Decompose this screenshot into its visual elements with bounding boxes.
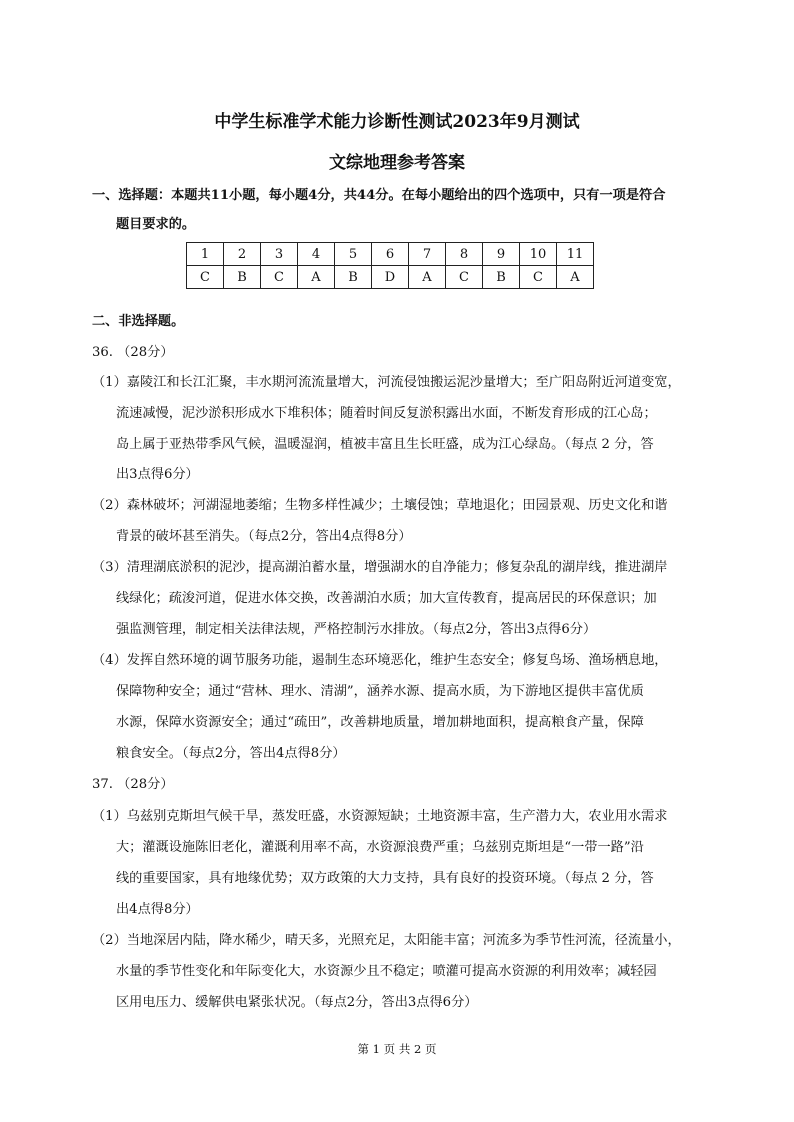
question-number-cell: 2	[224, 243, 261, 266]
answer-table-row-answers	[187, 266, 594, 289]
question-number-cell: 4	[298, 243, 335, 266]
q36-part-3-line-2: 线绿化；疏浚河道，促进水体交换，改善湖泊水质；加大宣传教育，提高居民的环保意识；加	[116, 591, 657, 606]
question-number-cell: 10	[520, 243, 557, 266]
answer-cell: D	[372, 266, 409, 289]
answer-cell: A	[409, 266, 446, 289]
q37-part-1-line-4: 出4点得8分）	[116, 902, 199, 917]
q37-part-1-line-3: 线的重要国家，具有地缘优势；双方政策的大力支持，具有良好的投资环境。（每点 2 分，答	[116, 871, 654, 886]
question-number-cell: 8	[446, 243, 483, 266]
page-title: 中学生标准学术能力诊断性测试2023年9月测试	[214, 112, 580, 132]
answer-cell: A	[298, 266, 335, 289]
answer-table	[186, 242, 594, 289]
answer-cell: B	[483, 266, 520, 289]
answer-cell: C	[187, 266, 224, 289]
q37-part-1-line-2: 大；灌溉设施陈旧老化，灌溉利用率不高，水资源浪费严重；乌兹别克斯坦是“一带一路”沿	[116, 840, 644, 855]
question-37-header: 37. （28分）	[92, 777, 174, 792]
q36-part-2-line-1: （2）森林破坏；河湖湿地萎缩；生物多样性减少；土壤侵蚀；草地退化；田园景观、历史文化和谐	[92, 498, 668, 513]
answer-cell: B	[224, 266, 261, 289]
question-number-cell: 5	[335, 243, 372, 266]
section-2-heading: 二、非选择题。	[92, 314, 185, 329]
answer-cell: C	[520, 266, 557, 289]
question-number-cell: 9	[483, 243, 520, 266]
q36-part-2-line-2: 背景的破坏甚至消失。（每点2分，答出4点得8分）	[116, 529, 412, 544]
question-number-cell: 6	[372, 243, 409, 266]
section-1-heading-line-2: 题目要求的。	[116, 217, 196, 232]
page-footer: 第 1 页 共 2 页	[357, 1042, 437, 1056]
section-1-heading-line-1: 一、选择题：本题共11小题，每小题4分，共44分。在每小题给出的四个选项中，只有一项是符合	[92, 188, 666, 203]
page-subtitle: 文综地理参考答案	[329, 153, 465, 173]
answer-cell: B	[335, 266, 372, 289]
q36-part-1-line-2: 流速减慢，泥沙淤积形成水下堆积体；随着时间反复淤积露出水面，不断发育形成的江心岛；	[116, 406, 657, 421]
q37-part-2-line-1: （2）当地深居内陆，降水稀少，晴天多，光照充足，太阳能丰富；河流多为季节性河流，径流量小，	[92, 933, 681, 948]
q36-part-3-line-3: 强监测管理，制定相关法律法规，严格控制污水排放。（每点2分，答出3点得6分）	[116, 622, 597, 637]
question-number-cell: 11	[557, 243, 594, 266]
q36-part-4-line-3: 水源，保障水资源安全；通过“疏田”，改善耕地质量，增加耕地面积，提高粮食产量，保障	[116, 715, 644, 730]
q36-part-4-line-2: 保障物种安全；通过“营林、理水、清湖”，涵养水源、提高水质，为下游地区提供丰富优质	[116, 684, 644, 699]
answer-cell: C	[446, 266, 483, 289]
question-number-cell: 7	[409, 243, 446, 266]
q37-part-2-line-3: 区用电压力、缓解供电紧张状况。（每点2分，答出3点得6分）	[116, 995, 478, 1010]
question-number-cell: 3	[261, 243, 298, 266]
q36-part-3-line-1: （3）清理湖底淤积的泥沙，提高湖泊蓄水量，增强湖水的自净能力；修复杂乱的湖岸线，推进湖岸	[92, 560, 668, 575]
q36-part-1-line-4: 出3点得6分）	[116, 467, 199, 482]
answer-cell: A	[557, 266, 594, 289]
q36-part-1-line-1: （1）嘉陵江和长江汇聚，丰水期河流流量增大，河流侵蚀搬运泥沙量增大；至广阳岛附近河道变宽，	[92, 375, 681, 390]
q37-part-2-line-2: 水量的季节性变化和年际变化大，水资源少且不稳定；喷灌可提高水资源的利用效率；减轻园	[116, 964, 657, 979]
answer-cell: C	[261, 266, 298, 289]
q37-part-1-line-1: （1）乌兹别克斯坦气候干旱，蒸发旺盛，水资源短缺；土地资源丰富，生产潜力大，农业用水需求	[92, 809, 668, 824]
question-36-header: 36. （28分）	[92, 345, 174, 360]
answer-table-row-numbers	[187, 243, 594, 266]
q36-part-4-line-4: 粮食安全。（每点2分，答出4点得8分）	[116, 746, 346, 761]
q36-part-1-line-3: 岛上属于亚热带季风气候，温暖湿润，植被丰富且生长旺盛，成为江心绿岛。（每点 2 分，答	[116, 437, 654, 452]
q36-part-4-line-1: （4）发挥自然环境的调节服务功能，遏制生态环境恶化，维护生态安全；修复鸟场、渔场栖息地，	[92, 653, 668, 668]
question-number-cell: 1	[187, 243, 224, 266]
